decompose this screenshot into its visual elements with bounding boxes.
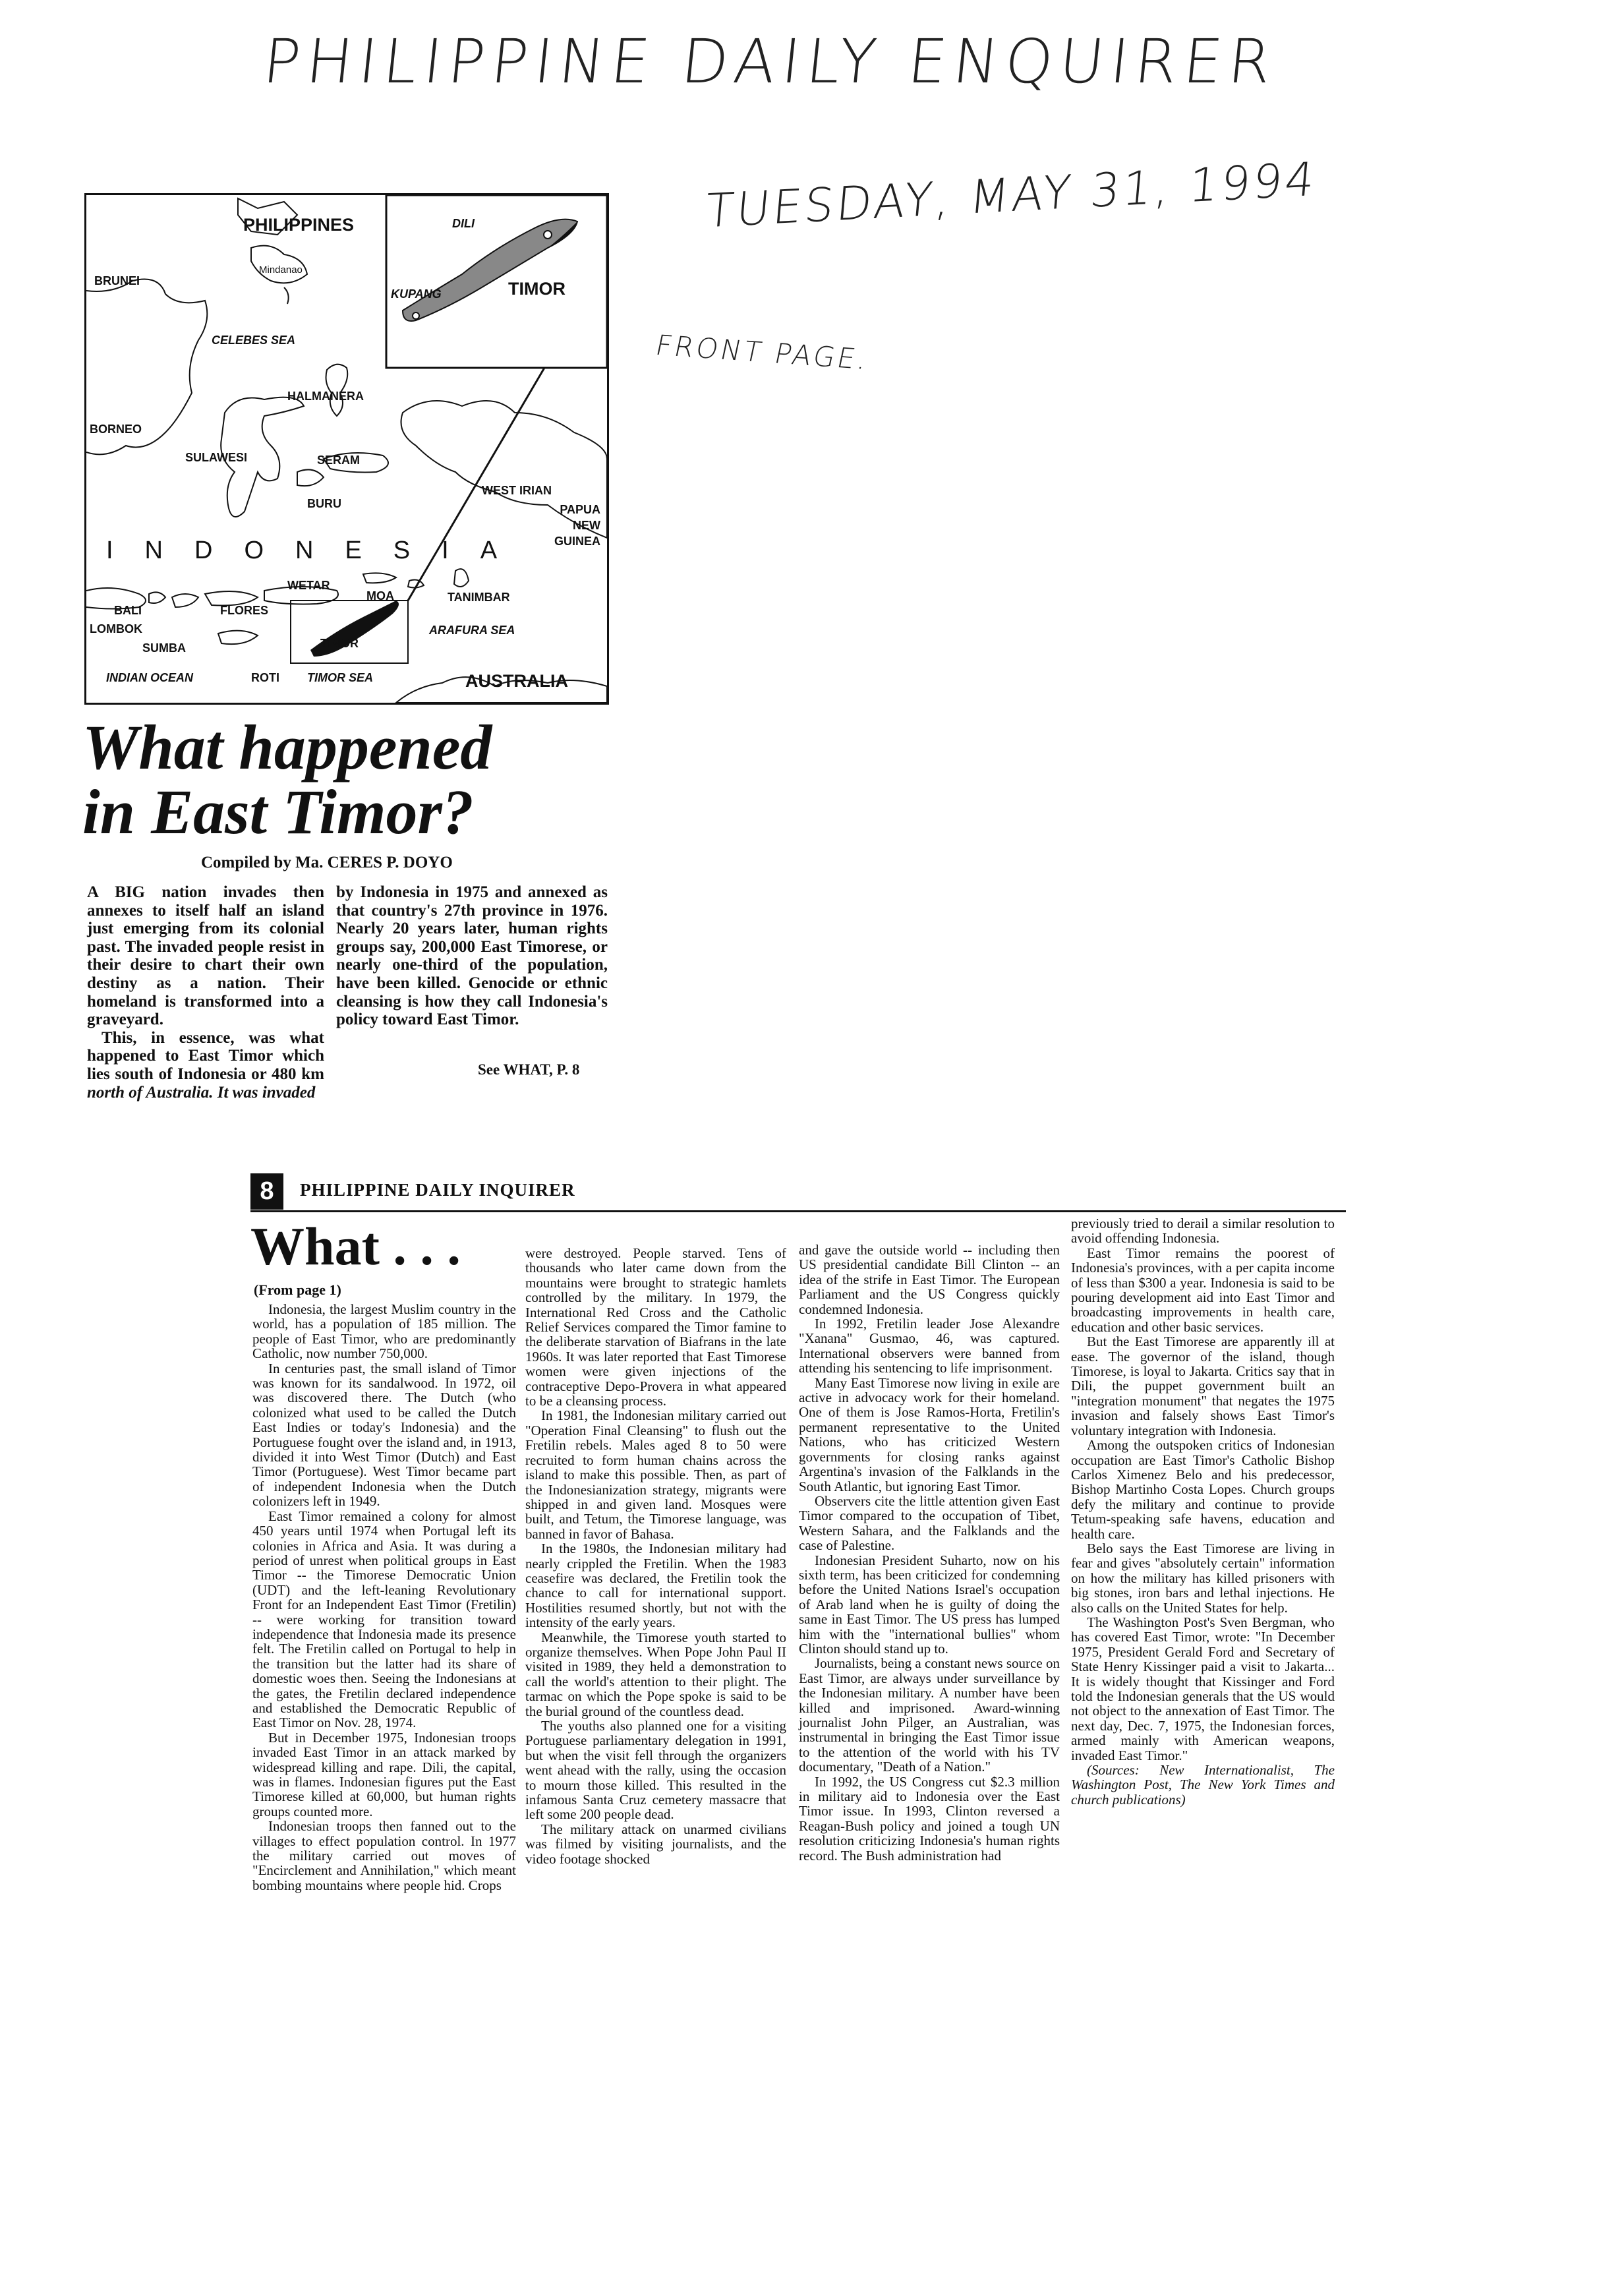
- map-label-indonesia: INDONESIA: [106, 537, 529, 564]
- col1-paragraph: Indonesian troops then fanned out to the villages to effect population control. In 1977 the military carried out moves of "Encirclement and Annihilation," which meant bombing mountains where people hid. Crops: [252, 1818, 516, 1893]
- wetar-island: [363, 573, 396, 583]
- map-label-papua-new-guinea: PAPUA NEW GUINEA: [554, 503, 600, 548]
- buru-island: [297, 469, 324, 486]
- page8-headline: What . . .: [250, 1216, 461, 1276]
- handwritten-date: TUESDAY, MAY 31, 1994: [703, 152, 1320, 239]
- col3-paragraph: In 1992, the US Congress cut $2.3 million in military aid to Indonesia over the East Timor issue. In 1993, Clinton reversed a Reagan-Bush policy and joined a tough UN resolution criticizing Indonesia's human rights record. The Bush administration had: [799, 1773, 1060, 1864]
- col2-paragraph: The military attack on unarmed civilians was filmed by visiting journalists, and the video footage shocked: [525, 1821, 786, 1867]
- sumba-island: [218, 631, 258, 644]
- map-label-lombok: LOMBOK: [90, 622, 142, 635]
- map-inset-label-kupang: KUPANG: [391, 287, 442, 301]
- kupang-marker: [413, 312, 419, 319]
- dili-marker: [544, 231, 552, 239]
- col4-paragraph: Belo says the East Timorese are living in fear and gives "absolutely certain" information on how the military has killed prisoners with big stones, iron bars and lethal injections. He also calls on the United States for help.: [1071, 1540, 1335, 1616]
- page8-column-3: [799, 1243, 1060, 1863]
- col4-paragraph: Among the outspoken critics of Indonesian occupation are East Timor's Catholic Bishop Carlos Ximenez Belo and his predecessor, Bishop Martinho Costa Lopes. Church groups defy the military and continue to provide Tetum-speaking safe havens, education and health care.: [1071, 1437, 1335, 1542]
- map-label-buru: BURU: [307, 497, 341, 510]
- map-label-moa: MOA: [366, 589, 394, 603]
- lead-paragraph-3: by Indonesia in 1975 and annexed as that country's 27th province in 1976. Nearly 20 years later, human rights groups say, 200,000 East Timorese, or nearly one-third of the population, have been killed. Genocide or ethnic cleansing is how they call Indonesia's policy toward East Timor.: [336, 883, 608, 1029]
- page8-paper-name: PHILIPPINE DAILY INQUIRER: [300, 1180, 575, 1200]
- sources-note: (Sources: New Internationalist, The Washington Post, The New York Times and church publications): [1071, 1762, 1335, 1808]
- col2-paragraph: Meanwhile, the Timorese youth started to organize themselves. When Pope John Paul II visited in 1989, they held a demonstration to call the world's attention to their plight. The tarmac on which the Pope spoke is said to be the burial ground of the countless dead.: [525, 1629, 786, 1719]
- lombok-island: [172, 594, 198, 607]
- col2-paragraph: The youths also planned one for a visiting Portuguese parliamentary delegation in 1991, but when the visit fell through the organizers went ahead with the rally, using the occasion to mourn those killed. This resulted in the infamous Santa Cruz cemetery massacre that left some 200 people dead.: [525, 1718, 786, 1823]
- col2-paragraph: In the 1980s, the Indonesian military had nearly crippled the Fretilin. When the 1983 ceasefire was declared, the Fretilin took the chance to call for international support. Hostilities resumed shortly, but not with the intensity of the early years.: [525, 1541, 786, 1631]
- lead-column-1: [87, 883, 324, 1102]
- map-label-halmanera: HALMANERA: [287, 390, 364, 403]
- map-label-arafura-sea: ARAFURA SEA: [429, 624, 515, 637]
- lead-paragraph-2-italic: north of Australia. It was invaded: [87, 1083, 316, 1102]
- map-label-borneo: BORNEO: [90, 423, 142, 436]
- page8-column-2: [525, 1246, 786, 1866]
- map-label-wetar: WETAR: [287, 579, 330, 592]
- col3-paragraph: Journalists, being a constant news source on East Timor, are always under surveillance by the Indonesian military. A number have been killed and imprisoned. Award-winning journalist John Pilger, an Australian, was instrumental in bringing the East Timor issue to the attention of the world with his TV documentary, "Death of a Nation.": [799, 1655, 1060, 1775]
- article-byline: Compiled by Ma. CERES P. DOYO: [201, 854, 453, 871]
- lead-paragraph-2: [87, 1029, 324, 1102]
- col3-paragraph: In 1992, Fretilin leader Jose Alexandre "Xanana" Gusmao, 46, was captured. International observers were banned from attending his sentencing to life imprisonment.: [799, 1316, 1060, 1376]
- map-label-west-irian: WEST IRIAN: [482, 484, 552, 497]
- page8-rule: [250, 1210, 1346, 1212]
- headline-line-2: in East Timor?: [82, 777, 474, 847]
- col4-paragraph: East Timor remains the poorest of Indonesia's provinces, with a per capita income of less than $300 a year. Indonesia is said to be pouring development aid into East Timor and broadcasting improvements in health care, education and other basic services.: [1071, 1245, 1335, 1335]
- from-page-note: (From page 1): [254, 1281, 341, 1298]
- col3-paragraph: and gave the outside world -- including then US presidential candidate Bill Clinton -- an idea of the strife in East Timor. The European Parliament and the US Congress quickly condemned Indonesia.: [799, 1242, 1060, 1317]
- map-label-flores: FLORES: [220, 604, 269, 617]
- handwritten-paper-title: PHILIPPINE DAILY ENQUIRER: [260, 26, 1281, 97]
- col2-paragraph: In 1981, the Indonesian military carried out "Operation Final Cleansing" to flush out the Fretilin rebels. Males aged 8 to 50 were recruited to form human chains across the island to make this possible. Then, as part of the Indonesianization strategy, migrants were shipped in and given land. Mosques were built, and Tetum, the Timorese language, was banned in favor of Bahasa.: [525, 1407, 786, 1542]
- page-number-badge: 8: [250, 1173, 283, 1210]
- col3-paragraph: Many East Timorese now living in exile are active in advocacy work for their homeland. One of them is Jose Ramos-Horta, Fretilin's permanent representative to the United Nations, who has criticized Western governments for closing ranks against Argentina's invasion of the Falklands in the South Atlantic, but ignoring East Timor.: [799, 1374, 1060, 1494]
- handwritten-front-page-note: FRONT PAGE.: [652, 329, 873, 376]
- map-label-seram: SERAM: [317, 454, 361, 467]
- map-label-sulawesi: SULAWESI: [185, 451, 248, 464]
- map-label-celebes-sea: CELEBES SEA: [212, 334, 296, 347]
- lead-column-2: [336, 883, 608, 1029]
- col3-paragraph: Observers cite the little attention given East Timor compared to the occupation of Tibet, Western Sahara, and the Falklands and the case of Palestine.: [799, 1492, 1060, 1554]
- see-what-jump: See WHAT, P. 8: [478, 1061, 580, 1078]
- col1-paragraph: But in December 1975, Indonesian troops invaded East Timor in an attack marked by widespread killing and rape. Dili, the capital, was in flames. Indonesian figures put the East Timorese killed at 60,000, but human rights groups counted more.: [252, 1729, 516, 1819]
- tanimbar-island: [454, 569, 469, 587]
- map-label-mindanao: Mindanao: [259, 264, 303, 276]
- col4-paragraph: previously tried to derail a similar resolution to avoid offending Indonesia.: [1071, 1216, 1335, 1247]
- map-label-timor: TIMOR: [320, 637, 359, 650]
- bali-island: [149, 592, 165, 603]
- map-inset-label-timor: TIMOR: [508, 279, 566, 299]
- map-drawing: [86, 195, 607, 703]
- map-label-bali: BALI: [114, 604, 142, 617]
- col3-paragraph: Indonesian President Suharto, now on his sixth term, has been criticized for condemning before the United Nations Israel's occupation of Arab land when he is guilty of doing the same in East Timor. The US press has lumped him with the "international bullies" whom Clinton should stand up to.: [799, 1552, 1060, 1657]
- col1-paragraph: In centuries past, the small island of Timor was known for its sandalwood. In 1972, oil was discovered there. The Dutch (who colonized what used to be called the Dutch East Indies or today's Indonesia) and the Portuguese fought over the island and, in 1913, divided it into West Timor (Dutch) and East Timor (Portuguese). West Timor became part of independent Indonesia when the Dutch colonizers left in 1949.: [252, 1360, 516, 1510]
- map-label-tanimbar: TANIMBAR: [448, 591, 510, 604]
- map-label-roti: ROTI: [251, 671, 279, 684]
- map-label-sumba: SUMBA: [142, 641, 186, 655]
- east-timor-region-map: [84, 193, 609, 705]
- map-label-philippines: PHILIPPINES: [243, 215, 355, 235]
- lead-paragraph-2-text: This, in essence, was what happened to East Timor which lies south of Indonesia or 480 km: [87, 1028, 324, 1083]
- col2-paragraph: were destroyed. People starved. Tens of thousands who later came down from the mountains were brought to strategic hamlets controlled by the military. In 1979, the International Red Cross and the Catholic Relief Services compared the Timor famine to the deliberate starvation of Biafrans in the late 1960s. It was later reported that East Timorese women were given injections of the contraceptive Depo-Provera in what appeared to be a cleansing process.: [525, 1245, 786, 1409]
- map-label-australia: AUSTRALIA: [465, 671, 568, 691]
- page8-column-4: [1071, 1216, 1335, 1807]
- article-headline: [82, 712, 656, 847]
- map-label-indian-ocean: INDIAN OCEAN: [106, 671, 194, 684]
- col1-paragraph: Indonesia, the largest Muslim country in the world, has a population of 185 million. The people of East Timor, who are predominantly Catholic, now number 750,000.: [252, 1301, 516, 1362]
- map-label-timor-sea: TIMOR SEA: [307, 671, 374, 684]
- page8-column-1: [252, 1302, 516, 1893]
- col1-paragraph: East Timor remained a colony for almost 450 years until 1974 when Portugal left its colonies in Africa and Asia. It was during a period of unrest when political groups in East Timor -- the Timorese Democratic Union (UDT) and the left-leaning Revolutionary Front for an Independent East Timor (Fretilin) -- were working for transition toward independence that Indonesia made its presence felt. The Fretilin called on Portugal to help in the transition but the latter had its share of domestic woes then. Seeing the Indonesians at the gates, the Fretilin declared independence and established the Democratic Republic of East Timor on Nov. 28, 1974.: [252, 1508, 516, 1731]
- lead-paragraph-1: A BIG nation invades then annexes to itself half an island just emerging from its colonial past. The invaded people resist in their desire to chart their own destiny as a nation. Their homeland is transformed into a graveyard.: [87, 883, 324, 1029]
- map-label-brunei: BRUNEI: [94, 274, 140, 287]
- col4-paragraph: But the East Timorese are apparently ill at ease. The governor of the island, though Timorese, is loyal to Jakarta. Critics say that in Dili, the puppet government built an "integration monument" that negates the 1975 invasion and falsely shows East Timor's voluntary integration with Indonesia.: [1071, 1334, 1335, 1438]
- map-inset-label-dili: DILI: [452, 217, 475, 230]
- col4-paragraph: The Washington Post's Sven Bergman, who has covered East Timor, wrote: "In December 1975, President Gerald Ford and Secretary of State Henry Kissinger paid a visit to Jakarta... It is widely thought that Kissinger and Ford told the Indonesian generals that the US would not object to the annexation of East Timor. The next day, Dec. 7, 1975, the Indonesian forces, armed mainly with American weapons, invaded East Timor.": [1071, 1614, 1335, 1763]
- headline-line-1: What happened: [82, 712, 492, 782]
